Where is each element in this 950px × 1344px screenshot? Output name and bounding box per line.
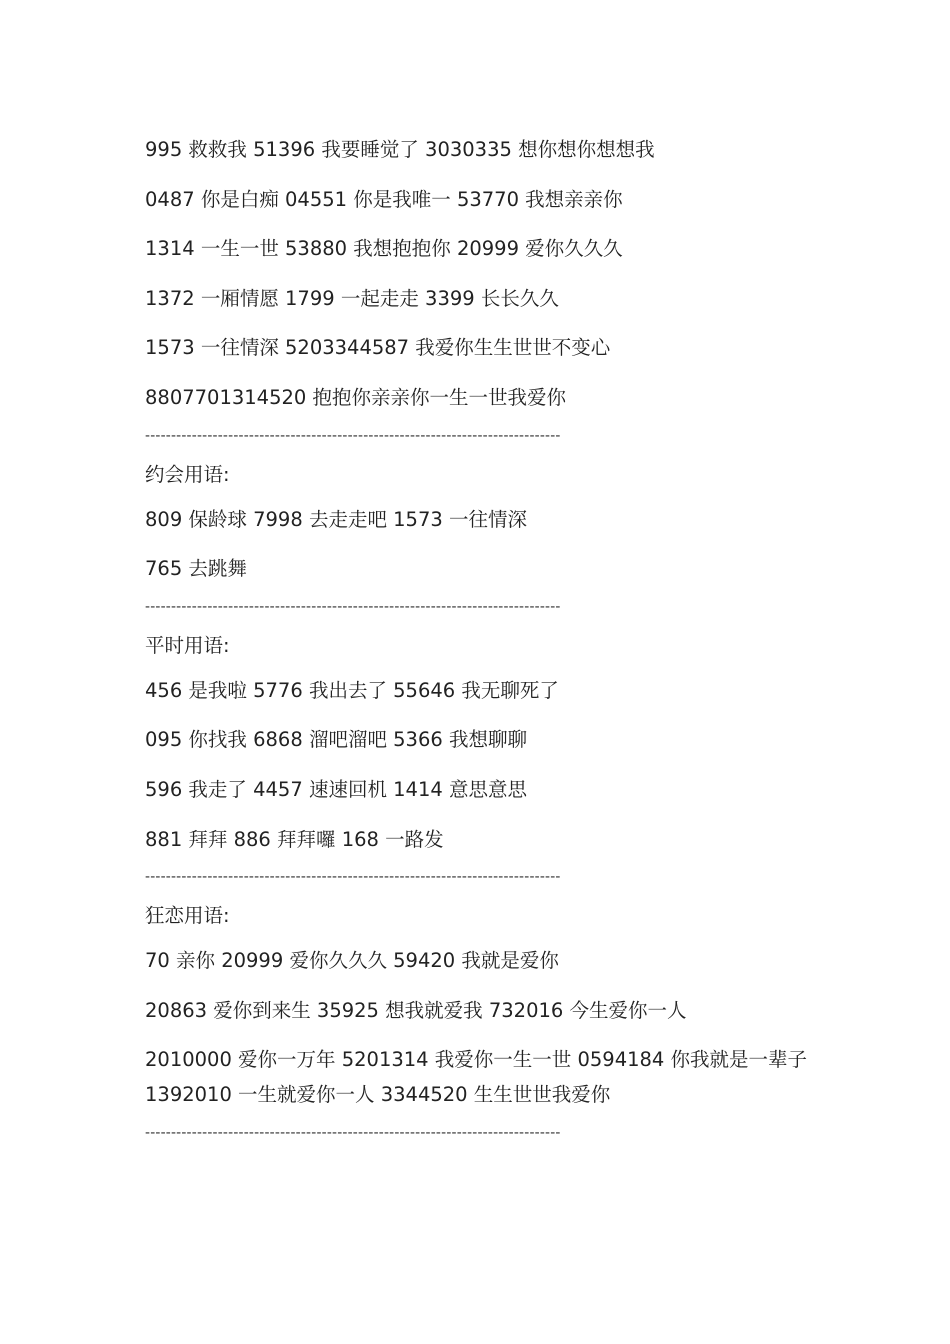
text-line: 8807701314520 抱抱你亲亲你一生一世我爱你 xyxy=(145,385,566,409)
text-line: 095 你找我 6868 溜吧溜吧 5366 我想聊聊 xyxy=(145,728,527,752)
document-body xyxy=(145,136,825,1158)
section-heading-love: 狂恋用语: xyxy=(145,904,230,928)
separator-line: -------------------------------------------------------------------------------- xyxy=(145,1123,561,1141)
text-line: 596 我走了 4457 速速回机 1414 意思意思 xyxy=(145,777,527,801)
text-line: 881 拜拜 886 拜拜囉 168 一路发 xyxy=(145,827,444,851)
text-line: 995 救救我 51396 我要睡觉了 3030335 想你想你想想我 xyxy=(145,138,655,161)
text-line: 1314 一生一世 53880 我想抱抱你 20999 爱你久久久 xyxy=(145,237,623,261)
text-line: 0487 你是白痴 04551 你是我唯一 53770 我想亲亲你 xyxy=(145,187,623,211)
separator-line: -------------------------------------------------------------------------------- xyxy=(145,597,561,615)
text-line: 20863 爱你到来生 35925 想我就爱我 732016 今生爱你一人 xyxy=(145,998,687,1022)
separator-line: -------------------------------------------------------------------------------- xyxy=(145,426,561,444)
section-heading-daily: 平时用语: xyxy=(145,633,230,657)
section-heading-dating: 约会用语: xyxy=(145,462,230,486)
text-line: 1392010 一生就爱你一人 3344520 生生世世我爱你 xyxy=(145,1083,611,1107)
text-line: 2010000 爱你一万年 5201314 我爱你一生一世 0594184 你我就是一辈子 xyxy=(145,1048,808,1072)
text-line: 809 保龄球 7998 去走走吧 1573 一往情深 xyxy=(145,507,527,531)
text-line: 456 是我啦 5776 我出去了 55646 我无聊死了 xyxy=(145,678,559,702)
separator-line: -------------------------------------------------------------------------------- xyxy=(145,868,561,886)
text-line: 1573 一往情深 5203344587 我爱你生生世世不变心 xyxy=(145,336,611,360)
text-line: 1372 一厢情愿 1799 一起走走 3399 长长久久 xyxy=(145,286,559,310)
text-line: 765 去跳舞 xyxy=(145,557,247,581)
text-line: 70 亲你 20999 爱你久久久 59420 我就是爱你 xyxy=(145,949,559,973)
